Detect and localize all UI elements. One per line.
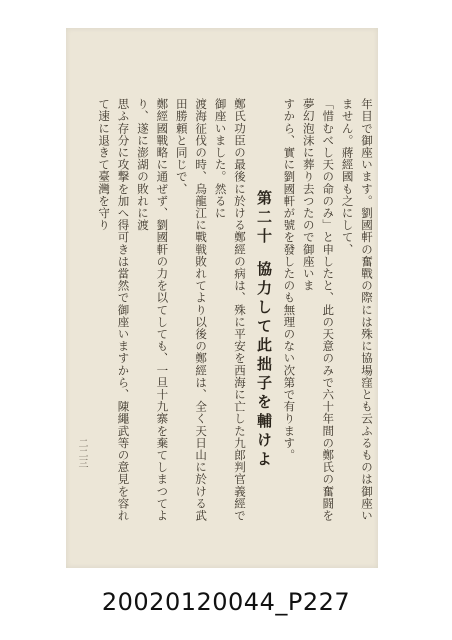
vertical-text-block [96,98,376,528]
text-line: 渡海征伐の時、烏龍江に戰戦敗れてより以後の鄭經は、全く天日山に於ける武田勝頼と同じで、 [174,98,209,522]
text-line: 思ふ存分に攻撃を加へ得可きは當然で御座いますから、陳繩武等の意見を容れて速に退きて臺灣を守り [97,98,131,522]
text-line: 鄭氏功臣の最後に於ける鄭經の病は、殊に平安を西海に亡した九郎判官義經で御座いました。然るに [213,98,247,522]
text-line: 「惜むべし天の命のみ」と申したと、此の天意のみで六十年間の鄭氏の奮闘を夢幻泡沫に葬り去つたので御座いま [301,98,336,522]
book-page [66,28,378,568]
chapter-number: 第二十 [254,190,273,247]
image-caption: 20020120044_P227 [101,588,351,616]
chapter-heading [249,98,279,528]
text-line: 年目で御座います。劉國軒の奮戰の際には殊に協場窪とも云ふるものは御座いません。蔣經國も之にして、 [340,98,374,522]
page-number: 二二三 [76,438,87,468]
text-line: 鄭經國戰略に通ぜず、劉國軒の力を以てしても、一旦十九寨を棄てしまつてより、遂に澎湖の敗れに渡 [135,98,170,522]
text-line: すから、實に劉國軒が號を發したのも無理のない次第で有ります。 [282,98,297,461]
chapter-title: 協力して此拙子を輔けよ [254,261,273,470]
